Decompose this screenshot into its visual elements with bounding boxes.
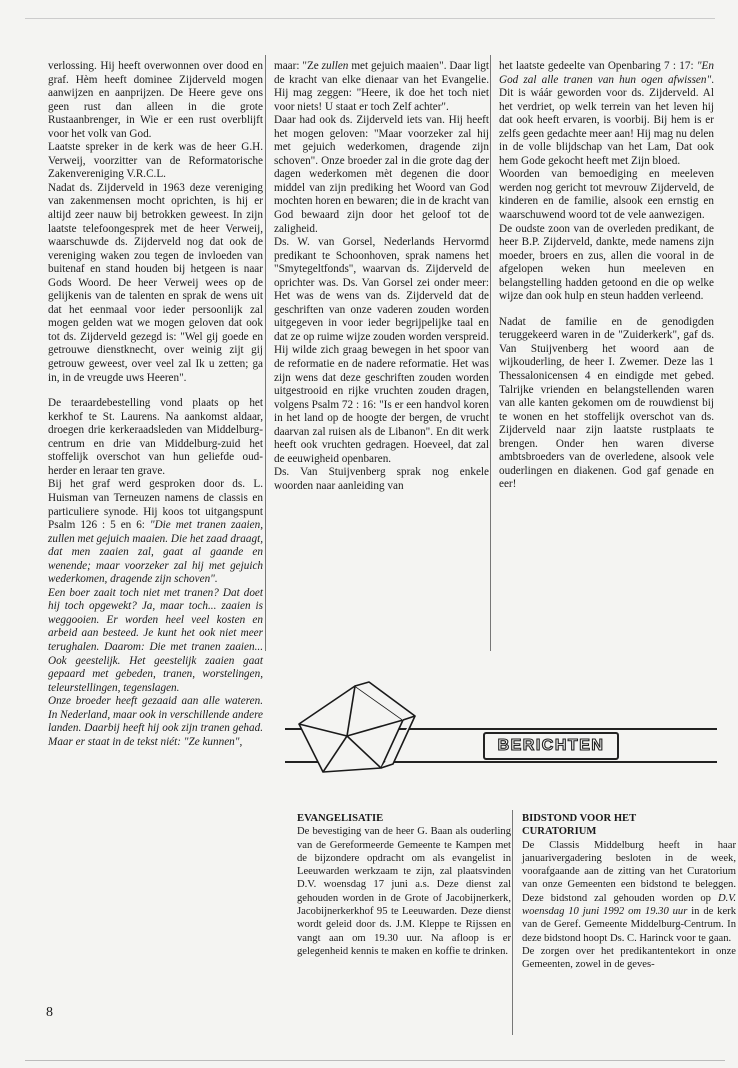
bottom-rule xyxy=(25,1060,725,1061)
news-heading: EVANGELISATIE xyxy=(297,813,384,824)
paragraph-italic: Een boer zaait toch niet met tranen? Dat doet hij toch opgewekt? Ja, maar toch... zaaien is weggooien. Er worden heel veel kosten en arbeid aan besteed. Je kunt het ook niet meer terughalen. Daarom: Die met tranen zaaien... Ook geestelijk. Het geestelijk zaaien gaat gepaard met gebeden, tranen, worstelingen, teleurstellingen, tegenslagen. xyxy=(48,586,263,694)
banner-title: BERICHTEN xyxy=(497,737,605,754)
paragraph: De teraardebestelling vond plaats op het kerkhof te St. Laurens. Na aankomst aldaar, droegen drie kerkeraadsleden van Middelburg-centrum en drie van Middelburg-zuid het stoffelijk overschot van hun geliefde oud-herder en leraar ten grave. xyxy=(48,397,263,477)
top-rule xyxy=(25,18,715,19)
news-item-bidstond xyxy=(522,812,736,972)
paragraph: verlossing. Hij heeft overwonnen over dood en graf. Hèm heeft dominee Zijderveld mogen aanwijzen en aanprijzen. De Heere geve ons geen rust dan alleen in die grote Rustaanbrenger, in Wie er een rust overblijft voor het volk van God. xyxy=(48,60,263,140)
page-number: 8 xyxy=(46,1005,53,1020)
envelope-logo-icon xyxy=(285,676,435,781)
news-heading: BIDSTOND VOOR HET CURATORIUM xyxy=(522,813,637,838)
paragraph: Ds. Van Stuijvenberg sprak nog enkele woorden naar aanleiding van xyxy=(274,466,489,492)
article-column-2 xyxy=(274,60,489,494)
paragraph: Ds. W. van Gorsel, Nederlands Hervormd predikant te Schoonhoven, sprak namens het "Smytegeltfonds", waarvan ds. Zijderveld de oprichter was. Ds. Van Gorsel zei onder meer: Het was de wens van ds. Zijderveld dat de geschriften van onze vaderen zouden worden uitgegeven in voor ieder begrijpelijke taal en dat ze op ruime wijze zouden worden verspreid. Hij wilde zich graag bewegen in het spoor van de reformatie en de nadere reformatie. Het was zijn wens dat deze geschriften zouden worden uitgestrooid en rijke vruchten zouden dragen, volgens Psalm 72 : 16: "Is er een handvol koren in het land op de hoogte der bergen, de vrucht daarvan zal ruisen als de Libanon". En dit werk heeft ook vruchten gedragen. Hoeveel, dat zal de eeuwigheid openbaren. xyxy=(274,236,489,465)
paragraph: Laatste spreker in de kerk was de heer G.H. Verweij, voorzitter van de Reformatorische Zakenvereniging V.R.C.L. xyxy=(48,141,263,181)
news-body: De bevestiging van de heer G. Baan als ouderling van de Gereformeerde Gemeente te Kampen met de bijzondere opdracht om als evangelist in Leeuwarden werkzaam te zijn, zal plaatsvinden D.V. woensdag 17 juni a.s. Deze dienst zal gehouden worden in de Grote of Jacobijnerkerk, Jacobijnerkerkhof 95 te Leeuwarden. Deze dienst wordt geleid door ds. J.M. Kleppe te Rijssen en vangt aan om 19.30 uur. Na afloop is er gelegenheid kennis te maken en koffie te drinken. xyxy=(297,826,511,957)
paragraph-lead: Bij het graf werd gesproken door ds. L. Huisman van Terneuzen namens de classis en particuliere synode. Hij koos tot uitgangspunt Psalm 126 : 5 en 6: xyxy=(48,478,263,532)
news-item-evangelisatie xyxy=(297,812,511,958)
psalm-quote: "Die met tranen zaaien, zullen met gejuich maaien. Die het zaad draagt, dat men zaaien zal, gaat al gaande en wenende; maar voorzeker zal hij met gejuich wederkomen, dragende zijn schoven". xyxy=(48,519,263,586)
column-divider xyxy=(490,55,491,651)
paragraph: Nadat de familie en de genodigden teruggekeerd waren in de "Zuiderkerk", gaf ds. Van Stuijvenberg het woord aan de wijkouderling, de heer I. Zwemer. Deze las 1 Thessalonicensen 4 en eindigde met gebed. Talrijke vrienden en belangstellenden waren van alle kanten gekomen om de rouwdienst bij te wonen en het stoffelijk overschot van ds. Zijderveld naar zijn laatste rustplaats te brengen. Onder hen waren diverse ambtsbroeders van de overledene, alsook vele ouderlingen en diakenen. God gaf genade en eer! xyxy=(499,315,714,491)
news-body: De Classis Middelburg heeft in haar januarivergadering besloten in de week, voorafgaande aan de zitting van het Curatorium van onze Gemeenten een bidstond te beleggen. Deze bidstond zal gehouden worden op D.V. woensdag 10 juni 1992 om 19.30 uur in de kerk van de Geref. Gemeente Middelburg-Centrum. In deze bidstond hoopt Ds. C. Harinck voor te gaan. xyxy=(522,839,737,944)
column-divider xyxy=(265,55,266,651)
paragraph xyxy=(48,478,263,586)
column-divider xyxy=(512,810,513,1035)
paragraph: maar: "Ze zullen met gejuich maaien". Daar ligt de kracht van elke dienaar van het Evangelie. Hij mag zeggen: "Heere, ik doe het toch niet voor niets! U staat er toch Zelf achter". xyxy=(274,60,489,113)
paragraph: Woorden van bemoediging en meeleven werden nog gericht tot mevrouw Zijderveld, de kinderen en de familie, alsook een ernstig en waarschuwend woord tot de vele aanwezigen. xyxy=(499,168,714,222)
paragraph: De oudste zoon van de overleden predikant, de heer B.P. Zijderveld, dankte, mede namens zijn moeder, broers en zus, allen die vooral in de afgelopen weken hun meeleven en belangstelling hadden getoond en die op welke wijze dan ook hulp en steun hadden verleend. xyxy=(499,222,714,303)
article-column-3 xyxy=(499,60,714,492)
paragraph-italic: Onze broeder heeft gezaaid aan alle wateren. In Nederland, maar ook in verschillende andere landen. Daarbij heeft hij ook zijn tranen gehad. Maar er staat in de tekst niét: "Ze kunnen", xyxy=(48,695,263,748)
article-column-1 xyxy=(48,60,263,749)
section-banner xyxy=(483,732,619,760)
paragraph: het laatste gedeelte van Openbaring 7 : 17: "En God zal alle tranen van hun ogen afwissen". Dit is wáár geworden voor ds. Zijderveld. Al het verdriet, op welk terrein van het leven hij dat ook heeft ervaren, is voorbij. Bij hem is er zelfs geen gedachte meer aan! Hij mag nu delen in de volle blijdschap van het Lam, Dat ook hem Gode gekocht heeft met Zijn bloed. xyxy=(499,60,714,167)
paragraph: Daar had ook ds. Zijderveld iets van. Hij heeft het mogen geloven: "Maar voorzeker zal hij met gejuich wederkomen, dragende zijn schoven". Onze broeder zal in die grote dag der dagen wederkomen mèt degenen die door middel van zijn prediking het Woord van God mochten horen en bewaren; die in de kracht van God bewaard zijn door het geloof tot de zaligheid. xyxy=(274,114,489,235)
news-body: De zorgen over het predikantentekort in onze Gemeenten, zowel in de geves- xyxy=(522,945,736,971)
paragraph: Nadat ds. Zijderveld in 1963 deze vereniging van zakenmensen mocht oprichten, is hij er altijd zeer nauw bij betrokken geweest. In zijn laatste telefoongesprek met de heer Verweij, waarschuwde ds. Zijderveld nog dat ook de vereniging waken zou tegen de invloeden van buitenaf en stand houden bij hetgeen is naar Gods Woord. De heer Verweij wees op de gelijkenis van de talenten en sprak de wens uit dat het eenmaal voor ieder persoonlijk zal mogen gelden wat we mogen geloven dat ook tot ds. Zijderveld gezegd is: "Wel gij goede en getrouwe dienstknecht, over weinig zijt gij getrouw geweest, over veel zal Ik u zetten; ga in, in de vreugde uws Heeren". xyxy=(48,181,263,384)
